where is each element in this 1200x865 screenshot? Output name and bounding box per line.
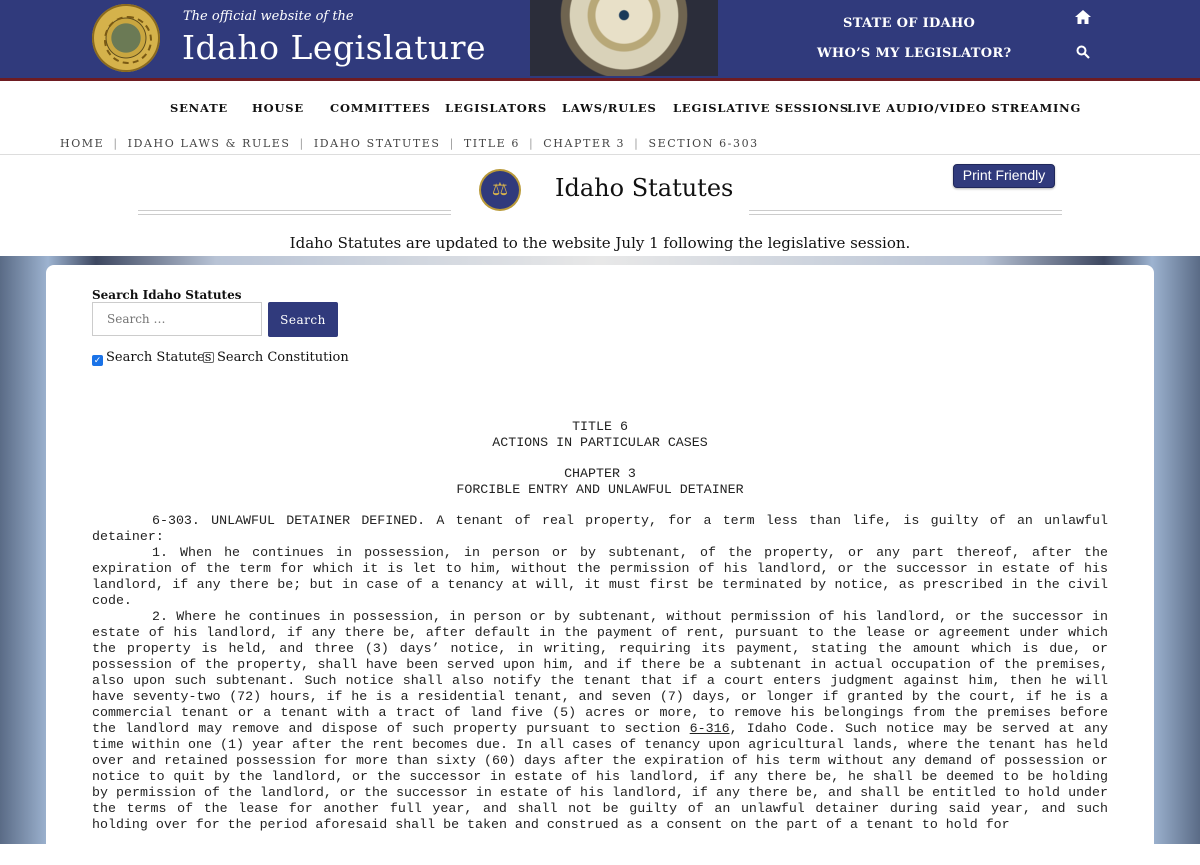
breadcrumb-divider [0,154,1200,155]
breadcrumb-separator: | [634,137,640,150]
search-label: Search Idaho Statutes [92,288,242,302]
search-constitution-option[interactable] [203,350,349,365]
statute-title: TITLE 6 [572,419,628,434]
seal-ring [104,16,152,64]
statute-paragraph-2 [92,609,1108,833]
statute-chapter: CHAPTER 3 [564,466,636,481]
breadcrumb-statutes[interactable]: IDAHO STATUTES [313,137,441,150]
statute-title-name: ACTIONS IN PARTICULAR CASES [492,435,708,450]
nav-laws-rules[interactable]: LAWS/RULES [562,101,657,115]
site-tagline: The official website of the [183,9,354,24]
checkbox-checked[interactable]: ✓ [93,356,102,366]
update-notice: Idaho Statutes are updated to the website July 1 following the legislative session. [289,234,911,252]
breadcrumb-chapter[interactable]: CHAPTER 3 [543,137,626,150]
site-header [0,0,1200,81]
home-icon[interactable] [1075,9,1091,28]
breadcrumb-separator: | [449,137,455,150]
nav-live-streaming[interactable]: LIVE AUDIO/VIDEO STREAMING [847,101,1082,115]
whos-my-legislator-link[interactable]: WHO’S MY LEGISLATOR? [817,46,1012,61]
capitol-dome-image [530,0,718,76]
section-6-316-link[interactable]: 6-316 [689,721,730,736]
search-input[interactable] [92,302,262,336]
statute-paragraph-1: 1. When he continues in possession, in person or by subtenant, of the property, or any part thereof, after the expiration of the term for which it is let to him, without the permission of his landlord, or the successor in estate of his landlord, if any there be; but in case of a tenancy at will, it must first be terminated by notice, as prescribed in the civil code. [92,545,1108,608]
site-title[interactable]: Idaho Legislature [182,28,487,67]
breadcrumb-separator: | [528,137,535,150]
breadcrumb-home[interactable]: HOME [60,137,105,150]
breadcrumb-separator: | [299,137,305,150]
nav-senate[interactable]: SENATE [170,101,228,115]
nav-committees[interactable]: COMMITTEES [330,101,431,115]
search-statutes-option[interactable] [92,350,211,366]
nav-legislative-sessions[interactable]: LEGISLATIVE SESSIONS [673,101,850,115]
search-icon[interactable] [1076,44,1090,63]
breadcrumb-separator: | [113,137,119,150]
nav-house[interactable]: HOUSE [252,101,304,115]
scales-of-justice-icon: ⚖ [481,171,519,209]
search-constitution-label: Search Constitution [217,350,349,365]
print-friendly-button[interactable]: Print Friendly [953,164,1055,188]
statute-chapter-name: FORCIBLE ENTRY AND UNLAWFUL DETAINER [456,482,744,497]
search-statutes-label: Search Statutes [106,350,212,365]
title-rule-left [138,210,451,215]
state-of-idaho-link[interactable]: STATE OF IDAHO [843,16,976,31]
checkbox-unchecked[interactable] [203,352,214,363]
statute-paragraph-2-text-cont: , Idaho Code. Such notice may be served at any time within one (1) year after the rent becomes due. In all cases of tenancy upon agricultural lands, where the tenant has held over and retained possession for more than sixty (60) days after the expiration of his term without any demand of possession or notice to quit by the landlord, or the successor in estate of his landlord, if any there be, he shall be deemed to be holding by permission of the landlord, or the successor in estate of his landlord, if any there be, and shall be entitled to hold under the terms of the lease for another full year, and shall not be guilty of an unlawful detainer during said year, and such holding over for the period aforesaid shall be taken and construed as a consent on the part of a tenant to hold for [92,721,1108,832]
breadcrumb-section: SECTION 6-303 [648,137,759,150]
search-button[interactable]: Search [268,302,338,337]
statute-section-heading: 6-303. UNLAWFUL DETAINER DEFINED. A tenant of real property, for a term less than life, is guilty of an unlawful detainer: [92,513,1108,544]
nav-legislators[interactable]: LEGISLATORS [445,101,547,115]
page-title: Idaho Statutes [555,174,734,202]
breadcrumb [60,137,759,150]
breadcrumb-laws-rules[interactable]: IDAHO LAWS & RULES [127,137,291,150]
statute-paragraph-2-text: 2. Where he continues in possession, in person or by subtenant, without permission of his landlord, or the successor in estate of his landlord, if any there be, after default in the payment of rent, pursuant to the lease or agreement under which the property is held, and three (3) days’ notice, in writing, requiring its payment, stating the amount which is due, or possession of the property, shall have been served upon him, and if there be a subtenant in actual occupation of the premises, also upon such subtenant. Such notice shall also notify the tenant that if a court enters judgment against him, then he will have seventy-two (72) hours, if he is a residential tenant, and seven (7) days, or longer if granted by the court, if he is a commercial tenant or a tenant with a tract of land five (5) acres or more, to remove his belongings from the premises before the landlord may remove and dispose of such property pursuant to section [92,609,1108,736]
main-nav [0,81,1200,133]
breadcrumb-title[interactable]: TITLE 6 [463,137,520,150]
title-rule-right [749,210,1062,215]
